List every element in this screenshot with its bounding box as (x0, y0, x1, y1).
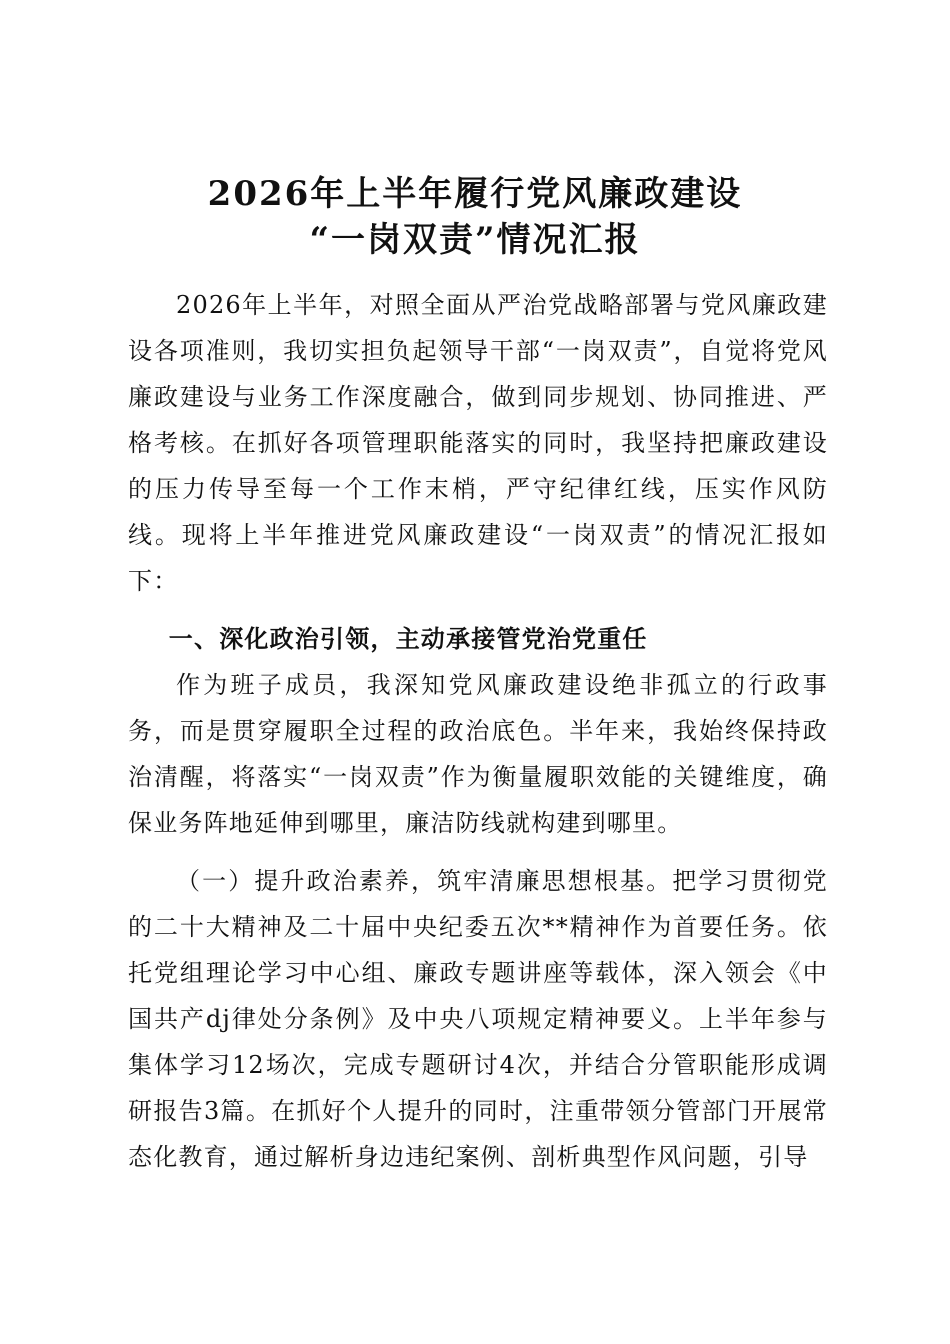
subsection-1-paragraph: （一）提升政治素养，筑牢清廉思想根基。把学习贯彻党的二十大精神及二十届中央纪委五次**精神作为首要任务。依托党组理论学习中心组、廉政专题讲座等载体，深入领会《中国共产dj律处分条例》及中央八项规定精神要义。上半年参与集体学习12场次，完成专题研讨4次，并结合分管职能形成调研报告3篇。在抓好个人提升的同时，注重带领分管部门开展常态化教育，通过解析身边违纪案例、剖析典型作风问题，引导 (128, 867, 828, 1171)
document-title-line-1: 2026年上半年履行党风廉政建设 (207, 174, 743, 214)
section-1-heading: 一、深化政治引领，主动承接管党治党重任 (168, 624, 648, 653)
document-title-line-2: “一岗双责”情况汇报 (309, 220, 641, 260)
section-1-paragraph: 作为班子成员，我深知党风廉政建设绝非孤立的行政事务，而是贯穿履职全过程的政治底色。半年来，我始终保持政治清醒，将落实“一岗双责”作为衡量履职效能的关键维度，确保业务阵地延伸到哪里，廉洁防线就构建到哪里。 (128, 671, 828, 837)
intro-paragraph: 2026年上半年，对照全面从严治党战略部署与党风廉政建设各项准则，我切实担负起领导干部“一岗双责”，自觉将党风廉政建设与业务工作深度融合，做到同步规划、协同推进、严格考核。在抓好各项管理职能落实的同时，我坚持把廉政建设的压力传导至每一个工作末梢，严守纪律红线，压实作风防线。现将上半年推进党风廉政建设“一岗双责”的情况汇报如下： (128, 291, 828, 595)
document-body (128, 282, 828, 1180)
